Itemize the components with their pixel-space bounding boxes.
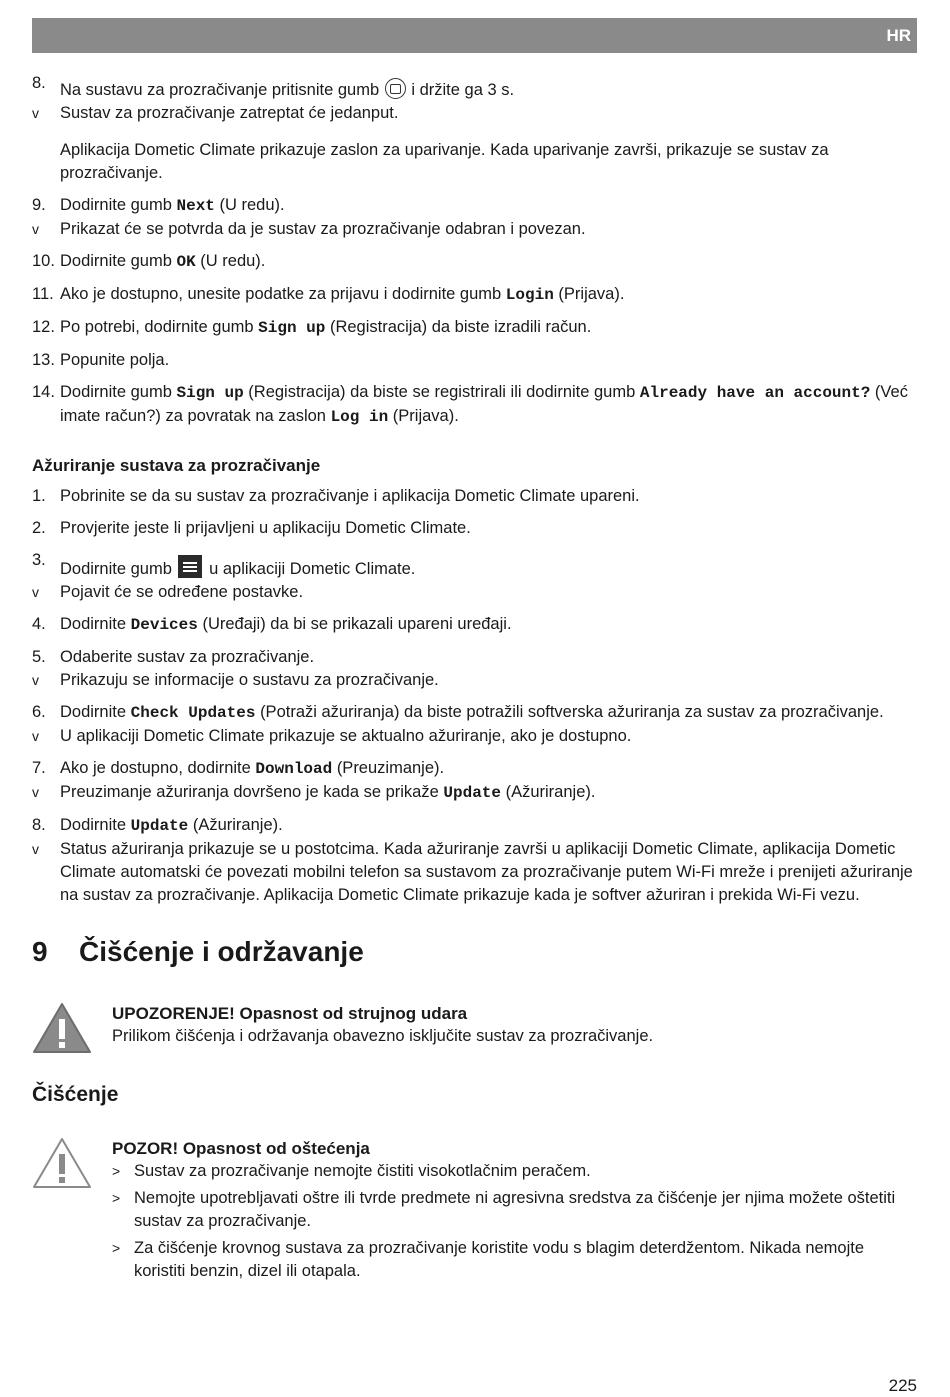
paragraph: Aplikacija Dometic Climate prikazuje zaslon za uparivanje. Kada uparivanje završi, prikazuje se sustav za prozračivanje. [60,141,829,182]
update-step-7: 7. Ako je dostupno, dodirnite Download (Preuzimanje). [32,759,445,778]
list-item: > Sustav za prozračivanje nemojte čistiti visokotlačnim peračem. [112,1160,917,1183]
warning-triangle-icon [32,1002,92,1054]
step-11: 11. Ako je dostupno, unesite podatke za prijavu i dodirnite gumb Login (Prijava). [32,285,625,304]
result-line: v Prikazuju se informacije o sustavu za prozračivanje. [32,671,439,689]
update-step-1: 1. Pobrinite se da su sustav za prozračivanje i aplikacija Dometic Climate upareni. [32,487,640,505]
caution-triangle-icon [32,1137,92,1189]
result-line: v Pojavit će se određene postavke. [32,583,304,601]
pair-button-icon [385,78,406,99]
result-line: v Sustav za prozračivanje zatreptat će jedanput. [32,102,917,125]
caution-title: POZOR! Opasnost od oštećenja [112,1139,370,1158]
list-item: > Nemojte upotrebljavati oštre ili tvrde predmete ni agresivna sredstva za čišćenje jer njima možete oštetiti sustav za prozračivanje. [112,1189,896,1230]
step-8: 8. Na sustavu za prozračivanje pritisnite gumb i držite ga 3 s. [32,74,515,99]
bullet-marker: > [112,1240,121,1256]
update-step-5: 5. Odaberite sustav za prozračivanje. [32,648,315,666]
step-9: 9. Dodirnite gumb Next (U redu). [32,196,285,215]
header-bar [32,18,917,53]
section-heading-update: Ažuriranje sustava za prozračivanje [32,456,321,475]
warning-title: UPOZORENJE! Opasnost od strujnog udara [112,1004,468,1023]
page-number: 225 [888,1376,917,1395]
result-line: v Prikazat će se potvrda da je sustav za prozračivanje odabran i povezan. [32,220,586,238]
section-heading-cleaning: Čišćenje [32,1083,119,1106]
warning-block [32,1002,917,1048]
bullet-marker: > [112,1190,121,1206]
update-step-6: 6. Dodirnite Check Updates (Potraži ažuriranja) da biste potražili softverska ažuriranja za sustav za prozračivanje. [32,703,884,722]
chapter-number: 9 [32,936,48,967]
step-10: 10. Dodirnite gumb OK (U redu). [32,252,266,271]
warning-text: Prilikom čišćenja i održavanja obavezno isključite sustav za prozračivanje. [112,1027,654,1045]
step-number: 8. [32,74,46,92]
list-item: > Za čišćenje krovnog sustava za prozračivanje koristite vodu s blagim deterdžentom. Nikada nemojte koristiti benzin, dizel ili otapala. [112,1239,865,1280]
step-13: 13. Popunite polja. [32,351,170,369]
update-step-2: 2. Provjerite jeste li prijavljeni u aplikaciju Dometic Climate. [32,519,471,537]
menu-icon [178,555,202,578]
update-step-8: 8. Dodirnite Update (Ažuriranje). [32,816,283,835]
chapter-title: Čišćenje i održavanje [79,936,364,967]
step-12: 12. Po potrebi, dodirnite gumb Sign up (Registracija) da biste izradili račun. [32,318,592,337]
caution-block [32,1137,917,1283]
result-line: v U aplikaciji Dometic Climate prikazuje se aktualno ažuriranje, ako je dostupno. [32,727,632,745]
language-label: HR [886,26,911,45]
result-marker: v [32,105,39,121]
bullet-marker: > [112,1163,121,1179]
result-line: v Status ažuriranja prikazuje se u postotcima. Kada ažuriranje završi u aplikaciji Dometic Climate, aplikacija Dometic Climate automatski će povezati mobilni telefon sa sustavom za prozračivanje putem Wi-Fi mreže i prenijeti ažuriranje na sustav za prozračivanje. Aplikacija Dometic Climate prikazuje kada je softver ažuriran i prekida Wi-Fi vezu. [32,840,913,904]
update-step-4: 4. Dodirnite Devices (Uređaji) da bi se prikazali upareni uređaji. [32,615,512,634]
result-line: v Preuzimanje ažuriranja dovršeno je kada se prikaže Update (Ažuriranje). [32,783,596,802]
update-step-3: 3. Dodirnite gumb u aplikaciji Dometic Climate. [32,551,416,578]
chapter-heading [32,935,917,969]
page-content [32,72,917,1283]
step-14: 14. Dodirnite gumb Sign up (Registracija) da biste se registrirali ili dodirnite gumb Already have an account? (Već imate račun?) za povratak na zaslon Log in (Prijava). [32,383,908,426]
